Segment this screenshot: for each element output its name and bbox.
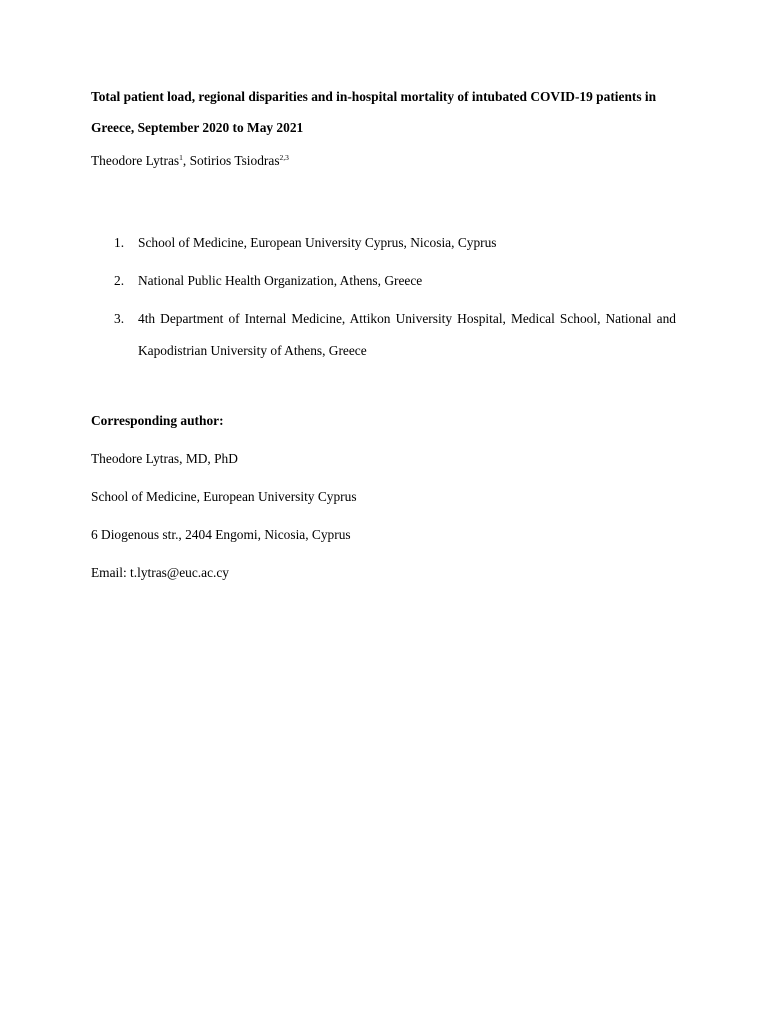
author-affiliation-marker: 2,3 — [279, 153, 289, 162]
corresponding-author-email: Email: t.lytras@euc.ac.cy — [91, 565, 229, 580]
author-separator: , — [182, 153, 190, 168]
corresponding-author-institution: School of Medicine, European University Cyprus — [91, 489, 357, 504]
affiliation-text: 4th Department of Internal Medicine, Attikon University Hospital, Medical School, National and Kapodistrian University of Athens, Greece — [138, 311, 676, 358]
affiliation-item — [91, 227, 676, 259]
corresponding-author-address: 6 Diogenous str., 2404 Engomi, Nicosia, Cyprus — [91, 527, 351, 542]
author-list — [91, 151, 676, 171]
corresponding-author-name: Theodore Lytras, MD, PhD — [91, 451, 238, 466]
affiliation-text: School of Medicine, European University Cyprus, Nicosia, Cyprus — [138, 235, 497, 250]
paper-title: Total patient load, regional disparities and in-hospital mortality of intubated COVID-19 patients in Greece, September 2020 to May 2021 — [91, 89, 657, 135]
affiliation-list — [91, 227, 676, 373]
affiliation-number: 3. — [114, 311, 125, 326]
affiliation-number: 2. — [114, 273, 125, 288]
affiliation-text: National Public Health Organization, Athens, Greece — [138, 273, 423, 288]
author-affiliation-marker: 1 — [179, 153, 183, 162]
corresponding-author-heading: Corresponding author: — [91, 413, 224, 428]
author-name: Sotirios Tsiodras — [189, 153, 280, 168]
affiliation-item — [91, 303, 676, 366]
affiliation-number: 1. — [114, 235, 125, 250]
author-name: Theodore Lytras — [91, 153, 180, 168]
affiliation-item — [91, 265, 676, 297]
